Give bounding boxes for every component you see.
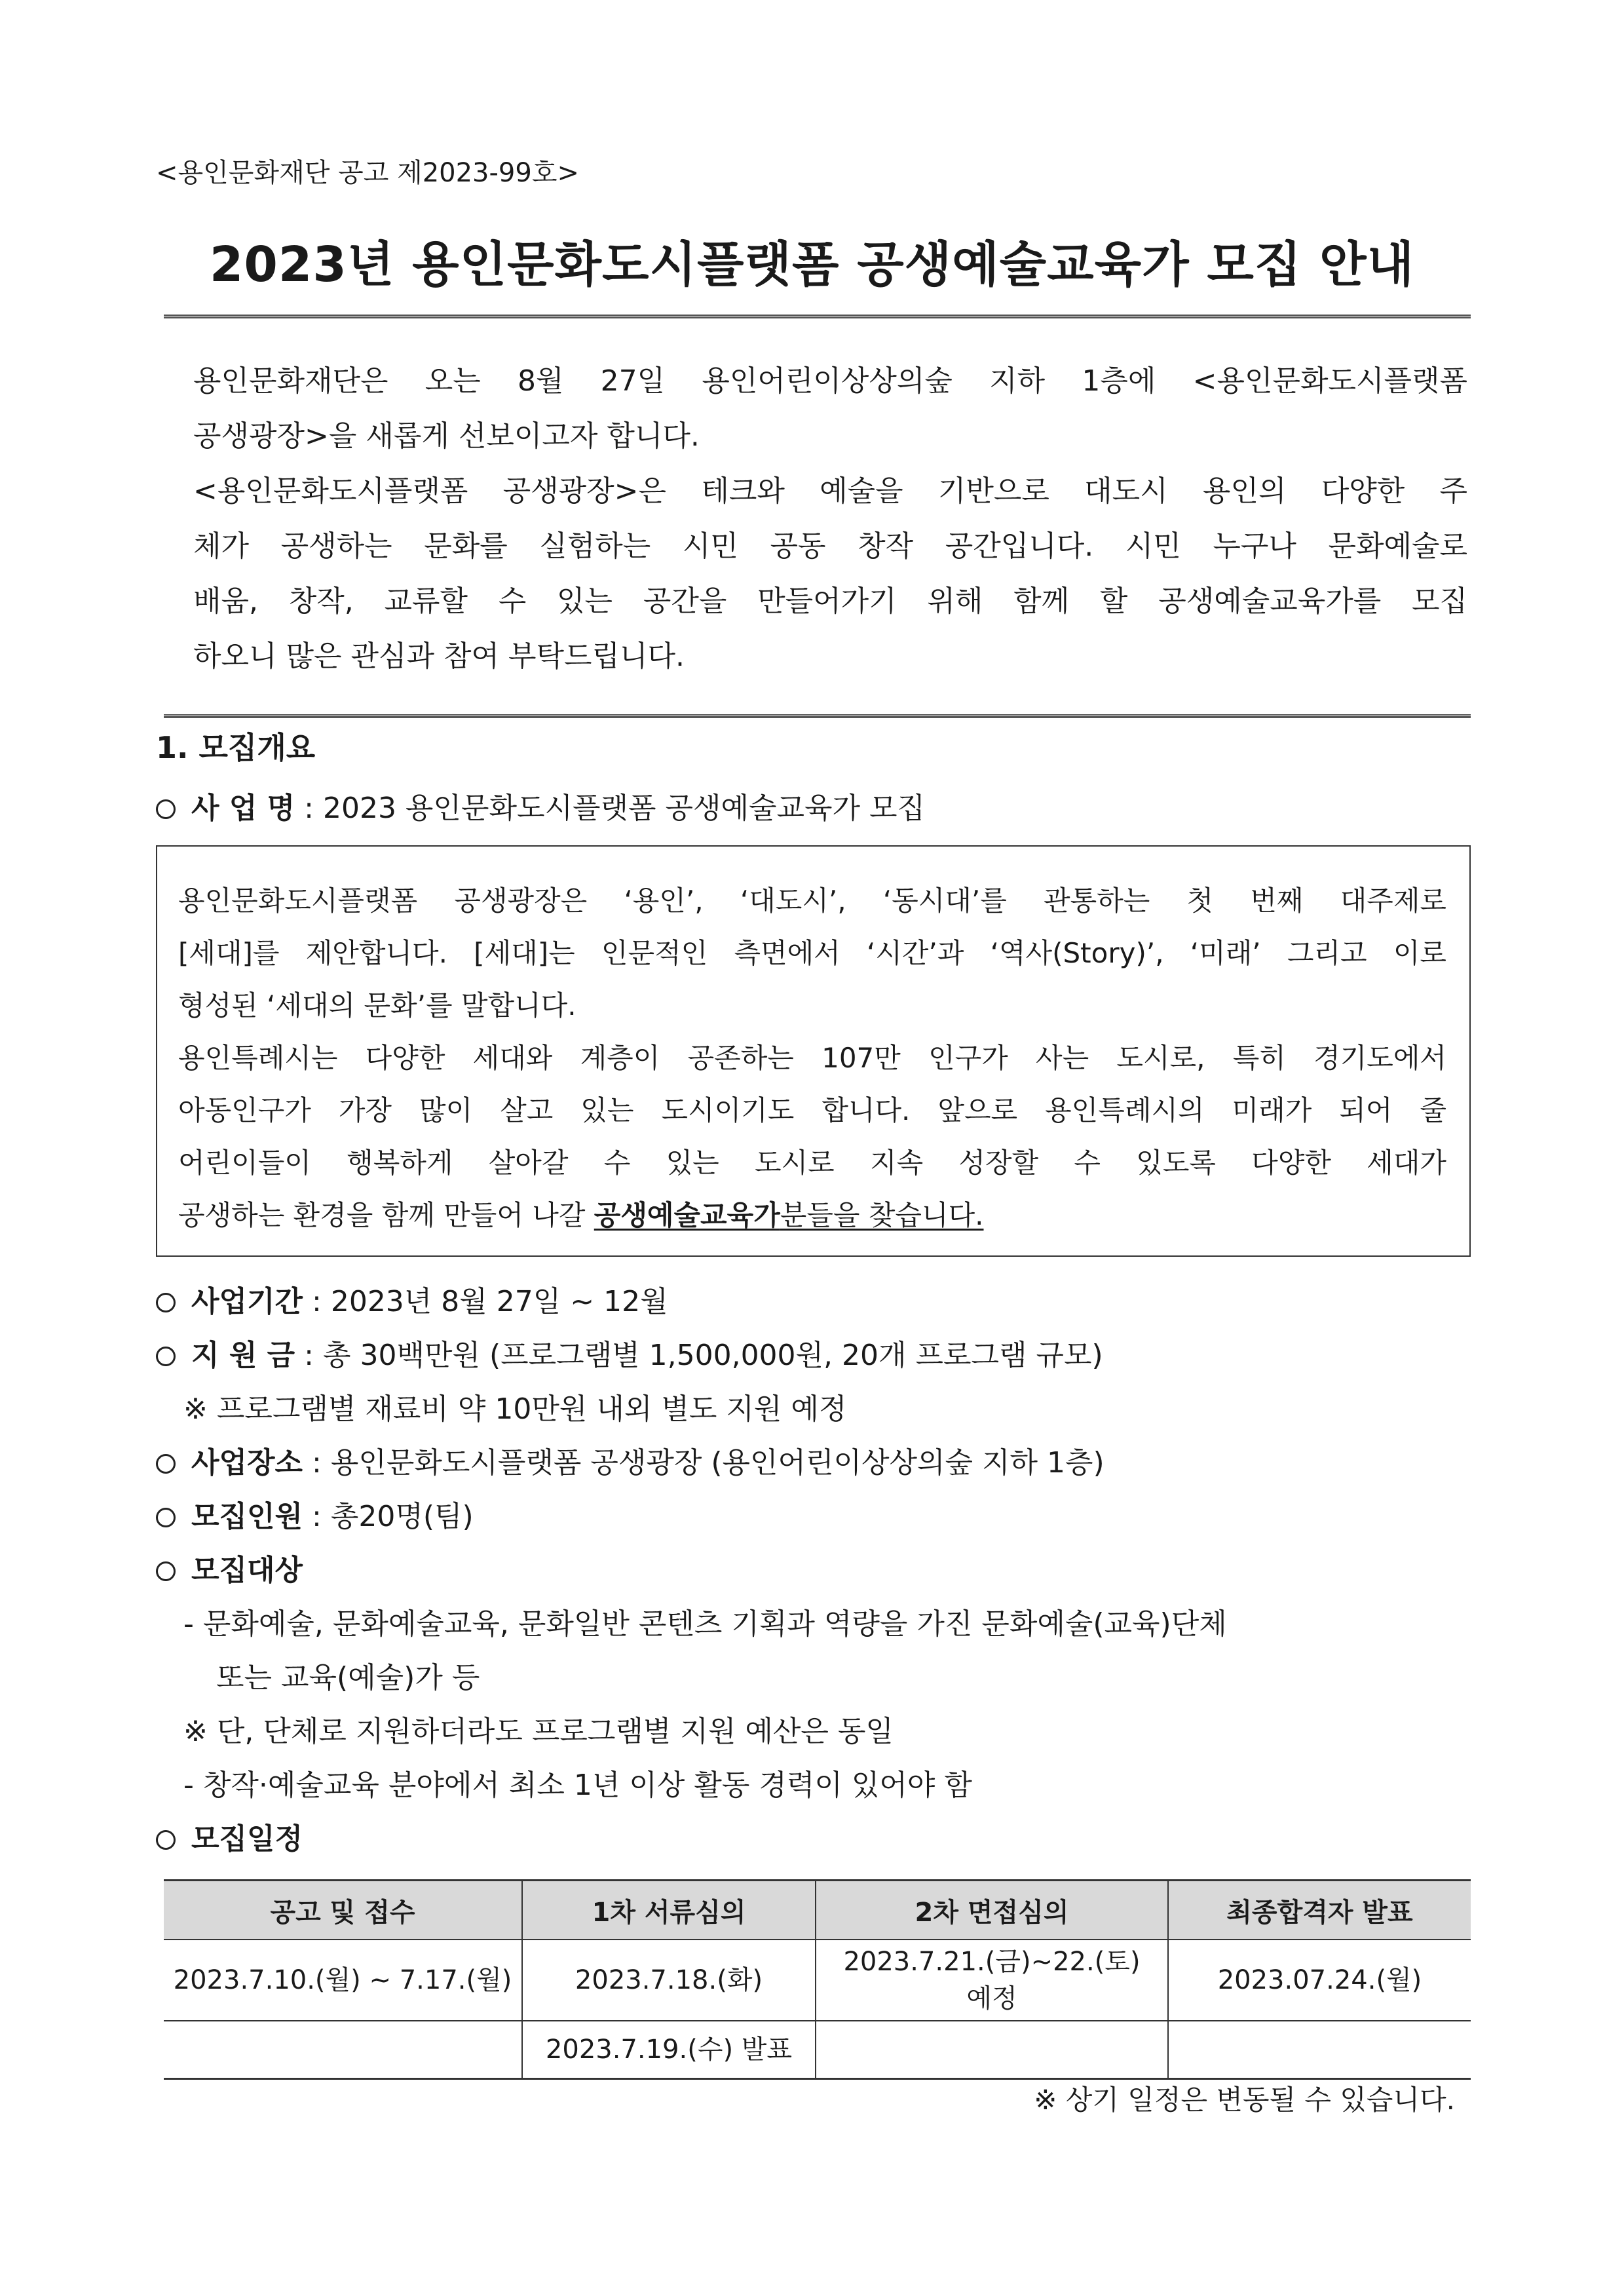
notice-number: <용인문화재단 공고 제2023-99호> (156, 158, 579, 188)
circle-bullet-icon (156, 799, 176, 819)
item-label: 사업장소 (191, 1446, 303, 1480)
schedule-note: ※ 상기 일정은 변동될 수 있습니다. (1034, 2084, 1455, 2116)
item-value: : 용인문화도시플랫폼 공생광장 (용인어린이상상의숲 지하 1층) (312, 1446, 1105, 1480)
section-heading: 1. 모집개요 (156, 730, 316, 765)
target-line: - 창작·예술교육 분야에서 최소 1년 이상 활동 경력이 있어야 함 (183, 1769, 972, 1802)
box-last-prefix: 공생하는 환경을 함께 만들어 나갈 (178, 1199, 594, 1231)
cell-line: 예정 (966, 1983, 1017, 2014)
schedule-item (156, 1815, 303, 1857)
table-row (164, 1940, 1471, 2021)
circle-bullet-icon (156, 1508, 176, 1527)
table-header-cell: 최종합격자 발표 (1168, 1881, 1471, 1940)
schedule-table (164, 1879, 1471, 2080)
table-cell (816, 1940, 1168, 2021)
people-item (156, 1493, 474, 1535)
box-line: 형성된 ‘세대의 문화’를 말합니다. (178, 989, 576, 1022)
box-emphasis-suffix: 분들을 찾습니다. (780, 1199, 984, 1231)
fund-item (156, 1331, 1103, 1373)
box-last-line (178, 1189, 1446, 1242)
table-cell: 2023.7.10.(월) ~ 7.17.(월) (164, 1940, 522, 2021)
circle-bullet-icon (156, 1454, 176, 1474)
table-cell (1168, 2021, 1471, 2079)
target-line: - 문화예술, 문화예술교육, 문화일반 콘텐츠 기획과 역량을 가진 문화예술(교육)단체 (183, 1607, 1227, 1641)
circle-bullet-icon (156, 1830, 176, 1850)
box-line: 용인특례시는 다양한 세대와 계층이 공존하는 107만 인구가 사는 도시로, 특히 경기도에서 (178, 1042, 1446, 1074)
circle-bullet-icon (156, 1293, 176, 1312)
table-header-row (164, 1881, 1471, 1940)
intro-line: 용인문화재단은 오는 8월 27일 용인어린이상상의숲 지하 1층에 <용인문화도시플랫폼 (193, 364, 1467, 398)
table-header-cell: 2차 면접심의 (816, 1881, 1168, 1940)
intro-line: 하오니 많은 관심과 참여 부탁드립니다. (193, 640, 685, 673)
period-item (156, 1278, 668, 1320)
target-note: ※ 단, 단체로 지원하더라도 프로그램별 지원 예산은 동일 (183, 1715, 894, 1748)
circle-bullet-icon (156, 1561, 176, 1581)
cell-line: 2023.7.21.(금)~22.(토) (843, 1947, 1141, 1977)
table-header-cell: 1차 서류심의 (522, 1881, 816, 1940)
box-line: 어린이들이 행복하게 살아갈 수 있는 도시로 지속 성장할 수 있도록 다양한 세대가 (178, 1147, 1446, 1179)
item-value: : 총 30백만원 (프로그램별 1,500,000원, 20개 프로그램 규모) (304, 1339, 1103, 1372)
intro-line: 공생광장>을 새롭게 선보이고자 합니다. (193, 419, 700, 453)
box-line: 용인문화도시플랫폼 공생광장은 ‘용인’, ‘대도시’, ‘동시대’를 관통하는 첫 번째 대주제로 (178, 885, 1446, 917)
section-divider (164, 714, 1471, 718)
title-divider (164, 315, 1471, 318)
table-row (164, 2021, 1471, 2079)
table-cell: 2023.7.18.(화) (522, 1940, 816, 2021)
item-label: 사 업 명 (191, 792, 295, 825)
fund-note: ※ 프로그램별 재료비 약 10만원 내외 별도 지원 예정 (183, 1392, 847, 1426)
box-line: [세대]를 제안합니다. [세대]는 인문적인 측면에서 ‘시간’과 ‘역사(Story)’, ‘미래’ 그리고 이로 (178, 937, 1446, 969)
item-value: : 2023 용인문화도시플랫폼 공생예술교육가 모집 (304, 792, 925, 825)
intro-line: <용인문화도시플랫폼 공생광장>은 테크와 예술을 기반으로 대도시 용인의 다양한 주 (193, 474, 1467, 508)
intro-paragraph (193, 354, 1467, 684)
page-title: 2023년 용인문화도시플랫폼 공생예술교육가 모집 안내 (209, 237, 1415, 293)
table-cell: 2023.07.24.(월) (1168, 1940, 1471, 2021)
table-header-cell: 공고 및 접수 (164, 1881, 522, 1940)
item-value: : 총20명(팀) (312, 1500, 474, 1533)
box-emphasis (594, 1199, 984, 1231)
box-line: 아동인구가 가장 많이 살고 있는 도시이기도 합니다. 앞으로 용인특례시의 미래가 되어 줄 (178, 1094, 1446, 1126)
project-name-item (156, 784, 925, 826)
circle-bullet-icon (156, 1347, 176, 1366)
item-label: 모집대상 (191, 1554, 303, 1587)
item-label: 사업기간 (191, 1285, 303, 1318)
table-cell: 2023.7.19.(수) 발표 (522, 2021, 816, 2079)
target-item (156, 1546, 303, 1588)
theme-description-text (178, 875, 1446, 1242)
place-item (156, 1439, 1105, 1481)
table-cell (816, 2021, 1168, 2079)
item-label: 모집인원 (191, 1500, 303, 1533)
intro-line: 체가 공생하는 문화를 실험하는 시민 공동 창작 공간입니다. 시민 누구나 문화예술로 (193, 529, 1467, 563)
item-value: : 2023년 8월 27일 ~ 12월 (312, 1285, 668, 1318)
target-line: 또는 교육(예술)가 등 (216, 1661, 480, 1694)
box-emphasis-bold: 공생예술교육가 (594, 1199, 780, 1231)
table-cell (164, 2021, 522, 2079)
item-label: 지 원 금 (191, 1339, 295, 1372)
intro-line: 배움, 창작, 교류할 수 있는 공간을 만들어가기 위해 함께 할 공생예술교육가를 모집 (193, 584, 1467, 618)
item-label: 모집일정 (191, 1822, 303, 1856)
